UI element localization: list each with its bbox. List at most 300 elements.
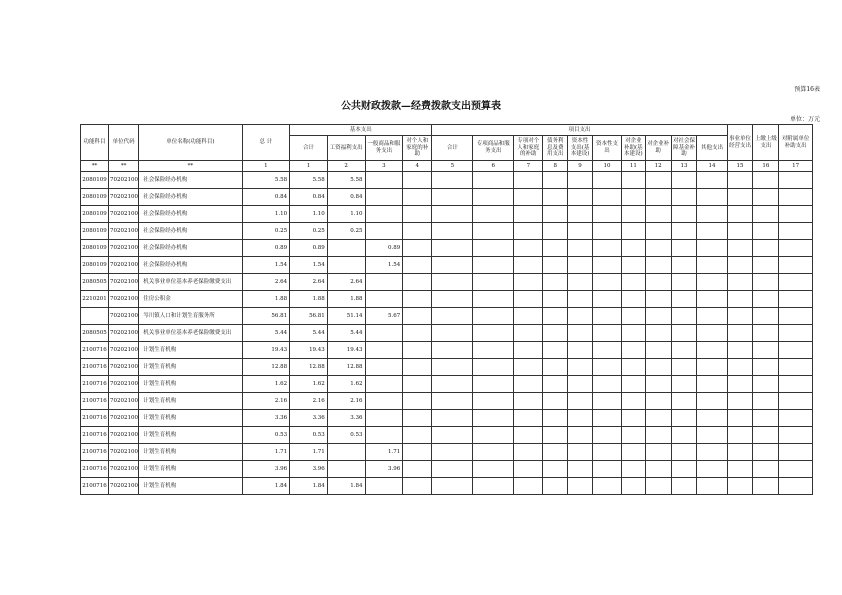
empty-cell [697,240,727,257]
empty-cell [779,291,813,308]
empty-cell [727,393,753,410]
empty-cell [671,308,697,325]
empty-cell [622,444,646,461]
col-basic-goods: 一般商品和服务支出 [365,136,403,161]
page-title: 公共财政拨款—经费拨款支出预算表 [341,101,501,112]
empty-cell [645,410,671,427]
unit-name-cell: 岑川镇人口和计划生育服务所 [139,308,242,325]
empty-cell [727,308,753,325]
empty-cell [622,223,646,240]
unit-code-cell: 70202100 [109,393,139,410]
empty-cell [543,206,568,223]
unit-code-cell: 70202100 [109,376,139,393]
unit-code-cell: 70202100 [109,257,139,274]
empty-cell [671,444,697,461]
empty-cell [514,461,543,478]
unit-name-cell: 计划生育机构 [139,359,242,376]
index-cell: 15 [727,161,753,172]
empty-cell [697,427,727,444]
empty-cell [779,206,813,223]
unit-name-cell: 计划生育机构 [139,478,242,495]
empty-cell [671,427,697,444]
col-business-expense: 事业单位经营支出 [727,125,753,161]
wage-cell: 0.84 [327,189,365,206]
goods-cell: 0.89 [365,240,403,257]
empty-cell [671,274,697,291]
col-unit-code: 单位代码 [109,125,139,161]
wage-cell: 1.88 [327,291,365,308]
empty-cell [727,376,753,393]
basic-sum-cell: 12.88 [290,359,328,376]
empty-cell [432,478,473,495]
wage-cell: 2.64 [327,274,365,291]
total-cell: 0.25 [242,223,289,240]
basic-sum-cell: 5.58 [290,172,328,189]
table-row [81,478,813,495]
empty-cell [514,274,543,291]
index-cell: 1 [242,161,289,172]
empty-cell [622,393,646,410]
empty-cell [473,393,514,410]
basic-sum-cell: 0.53 [290,427,328,444]
personal-cell [403,461,432,478]
empty-cell [779,444,813,461]
empty-cell [671,325,697,342]
empty-cell [432,427,473,444]
empty-cell [727,206,753,223]
goods-cell: 5.67 [365,308,403,325]
index-cell: 13 [671,161,697,172]
col-subject-code: 功能科目 [81,125,109,161]
empty-cell [543,189,568,206]
empty-cell [473,274,514,291]
unit-code-cell: 70202100 [109,325,139,342]
empty-cell [592,376,621,393]
personal-cell [403,291,432,308]
empty-cell [671,172,697,189]
col-project-capital: 资本性支出 [592,136,621,161]
personal-cell [403,342,432,359]
empty-cell [727,223,753,240]
personal-cell [403,308,432,325]
subject-code-cell: 2080505 [81,325,109,342]
empty-cell [645,189,671,206]
empty-cell [473,223,514,240]
personal-cell [403,325,432,342]
empty-cell [779,172,813,189]
empty-cell [432,240,473,257]
goods-cell [365,189,403,206]
index-cell: 17 [779,161,813,172]
empty-cell [473,308,514,325]
total-cell: 3.36 [242,410,289,427]
empty-cell [697,325,727,342]
empty-cell [779,274,813,291]
wage-cell: 3.36 [327,410,365,427]
subject-code-cell: 2100716 [81,461,109,478]
wage-cell: 0.53 [327,427,365,444]
empty-cell [697,189,727,206]
unit-name-cell: 计划生育机构 [139,376,242,393]
empty-cell [568,291,593,308]
total-cell: 12.88 [242,359,289,376]
empty-cell [727,240,753,257]
total-cell: 1.62 [242,376,289,393]
empty-cell [514,410,543,427]
empty-cell [727,172,753,189]
empty-cell [514,325,543,342]
empty-cell [473,410,514,427]
empty-cell [697,359,727,376]
empty-cell [671,393,697,410]
col-basic-personal: 对个人和家庭的补助 [403,136,432,161]
index-cell: 2 [327,161,365,172]
empty-cell [592,359,621,376]
unit-name-cell: 社会保险经办机构 [139,223,242,240]
basic-sum-cell: 1.54 [290,257,328,274]
empty-cell [432,206,473,223]
empty-cell [622,274,646,291]
unit-name-cell: 计划生育机构 [139,393,242,410]
empty-cell [514,172,543,189]
empty-cell [753,291,779,308]
empty-cell [543,223,568,240]
empty-cell [592,206,621,223]
col-project-capital-build: 资本性支出(基本建设) [568,136,593,161]
personal-cell [403,189,432,206]
empty-cell [697,376,727,393]
table-row [81,206,813,223]
empty-cell [753,257,779,274]
table-row [81,291,813,308]
subject-code-cell: 2100716 [81,478,109,495]
wage-cell: 1.84 [327,478,365,495]
empty-cell [473,376,514,393]
empty-cell [432,461,473,478]
empty-cell [622,359,646,376]
empty-cell [592,291,621,308]
table-row [81,172,813,189]
empty-cell [592,189,621,206]
goods-cell [365,410,403,427]
unit-code-cell: 70202100 [109,308,139,325]
wage-cell [327,461,365,478]
form-number: 预算16表 [794,86,820,93]
empty-cell [514,393,543,410]
empty-cell [514,444,543,461]
empty-cell [473,189,514,206]
empty-cell [568,410,593,427]
empty-cell [473,478,514,495]
empty-cell [473,444,514,461]
empty-cell [473,240,514,257]
empty-cell [432,291,473,308]
empty-cell [514,291,543,308]
unit-code-cell: 70202100 [109,240,139,257]
unit-label: 单位：万元 [789,116,820,123]
unit-name-cell: 机关事业单位基本养老保险缴费支出 [139,274,242,291]
col-project-goods: 专项商品和服务支出 [473,136,514,161]
empty-cell [432,393,473,410]
empty-cell [592,257,621,274]
empty-cell [622,478,646,495]
unit-code-cell: 70202100 [109,359,139,376]
empty-cell [779,308,813,325]
table-row [81,410,813,427]
empty-cell [514,240,543,257]
total-cell: 2.64 [242,274,289,291]
goods-cell [365,427,403,444]
index-cell: 7 [514,161,543,172]
empty-cell [727,461,753,478]
unit-code-cell: 70202100 [109,274,139,291]
goods-cell [365,223,403,240]
personal-cell [403,223,432,240]
empty-cell [473,325,514,342]
empty-cell [543,240,568,257]
empty-cell [543,172,568,189]
empty-cell [779,410,813,427]
unit-name-cell: 社会保险经办机构 [139,206,242,223]
unit-code-cell: 70202100 [109,223,139,240]
index-cell: 4 [403,161,432,172]
goods-cell [365,274,403,291]
table-row [81,189,813,206]
empty-cell [697,393,727,410]
index-row [81,161,813,172]
wage-cell [327,257,365,274]
empty-cell [671,410,697,427]
empty-cell [432,410,473,427]
empty-cell [568,325,593,342]
empty-cell [779,257,813,274]
empty-cell [622,410,646,427]
empty-cell [592,325,621,342]
empty-cell [727,359,753,376]
empty-cell [568,342,593,359]
goods-cell [365,393,403,410]
empty-cell [622,342,646,359]
personal-cell [403,478,432,495]
empty-cell [645,291,671,308]
goods-cell: 1.54 [365,257,403,274]
empty-cell [432,172,473,189]
index-cell: 8 [543,161,568,172]
empty-cell [671,478,697,495]
empty-cell [753,427,779,444]
empty-cell [671,342,697,359]
col-project-social: 对社会保障基金补助 [671,136,697,161]
empty-cell [432,342,473,359]
empty-cell [432,274,473,291]
unit-code-cell: 70202100 [109,189,139,206]
empty-cell [592,223,621,240]
empty-cell [753,308,779,325]
basic-sum-cell: 3.96 [290,461,328,478]
empty-cell [514,223,543,240]
table-row [81,325,813,342]
personal-cell [403,257,432,274]
total-cell: 19.43 [242,342,289,359]
unit-code-cell: 70202100 [109,342,139,359]
empty-cell [753,393,779,410]
unit-code-cell: 70202100 [109,444,139,461]
empty-cell [779,478,813,495]
unit-code-cell: 70202100 [109,206,139,223]
subject-code-cell: 2210201 [81,291,109,308]
table-row [81,257,813,274]
empty-cell [622,308,646,325]
empty-cell [592,427,621,444]
personal-cell [403,206,432,223]
unit-name-cell: 住房公积金 [139,291,242,308]
unit-name-cell: 社会保险经办机构 [139,172,242,189]
index-cell: ** [109,161,139,172]
empty-cell [543,461,568,478]
basic-sum-cell: 19.43 [290,342,328,359]
empty-cell [779,240,813,257]
empty-cell [779,376,813,393]
empty-cell [543,444,568,461]
col-project-enterprise: 对企业补助 [645,136,671,161]
wage-cell: 12.88 [327,359,365,376]
total-cell: 1.88 [242,291,289,308]
basic-sum-cell: 0.25 [290,223,328,240]
goods-cell: 1.71 [365,444,403,461]
empty-cell [473,172,514,189]
empty-cell [645,308,671,325]
total-cell: 1.10 [242,206,289,223]
index-cell: ** [139,161,242,172]
basic-sum-cell: 1.88 [290,291,328,308]
empty-cell [514,342,543,359]
empty-cell [779,461,813,478]
basic-sum-cell: 3.36 [290,410,328,427]
empty-cell [697,223,727,240]
total-cell: 0.89 [242,240,289,257]
index-cell: 12 [645,161,671,172]
wage-cell [327,444,365,461]
total-cell: 0.84 [242,189,289,206]
empty-cell [645,444,671,461]
subject-code-cell: 2100716 [81,342,109,359]
empty-cell [543,291,568,308]
index-cell: ** [81,161,109,172]
empty-cell [753,223,779,240]
empty-cell [568,223,593,240]
personal-cell [403,427,432,444]
empty-cell [592,478,621,495]
empty-cell [592,240,621,257]
col-project-other: 其他支出 [697,136,727,161]
empty-cell [727,257,753,274]
table-row [81,376,813,393]
empty-cell [779,325,813,342]
subject-code-cell: 2080109 [81,257,109,274]
total-cell: 3.96 [242,461,289,478]
empty-cell [779,223,813,240]
subject-code-cell: 2100716 [81,427,109,444]
unit-code-cell: 70202100 [109,291,139,308]
empty-cell [697,410,727,427]
col-project-sum: 合计 [432,136,473,161]
empty-cell [753,206,779,223]
col-project-enterprise-build: 对企业补助(基本建设) [622,136,646,161]
empty-cell [432,189,473,206]
empty-cell [473,257,514,274]
empty-cell [645,274,671,291]
wage-cell: 1.10 [327,206,365,223]
empty-cell [645,427,671,444]
total-cell: 56.81 [242,308,289,325]
col-total: 总 计 [242,125,289,161]
empty-cell [568,308,593,325]
table-row [81,461,813,478]
empty-cell [753,274,779,291]
empty-cell [473,342,514,359]
empty-cell [753,359,779,376]
empty-cell [645,342,671,359]
empty-cell [779,342,813,359]
empty-cell [592,342,621,359]
empty-cell [514,189,543,206]
col-basic-wage: 工资福利支出 [327,136,365,161]
empty-cell [432,257,473,274]
basic-sum-cell: 2.64 [290,274,328,291]
empty-cell [592,274,621,291]
empty-cell [671,359,697,376]
goods-cell [365,291,403,308]
wage-cell: 2.16 [327,393,365,410]
empty-cell [514,308,543,325]
wage-cell: 51.14 [327,308,365,325]
empty-cell [622,206,646,223]
empty-cell [645,393,671,410]
empty-cell [432,223,473,240]
index-cell: 14 [697,161,727,172]
empty-cell [568,189,593,206]
empty-cell [645,359,671,376]
index-cell: 10 [592,161,621,172]
empty-cell [727,427,753,444]
unit-name-cell: 计划生育机构 [139,427,242,444]
table-row [81,427,813,444]
empty-cell [671,291,697,308]
unit-code-cell: 70202100 [109,461,139,478]
empty-cell [671,189,697,206]
empty-cell [697,274,727,291]
empty-cell [697,461,727,478]
goods-cell [365,359,403,376]
empty-cell [779,359,813,376]
empty-cell [432,308,473,325]
subject-code-cell: 2100716 [81,410,109,427]
empty-cell [432,359,473,376]
col-subsidiary-subsidy: 对附属单位补助支出 [779,125,813,161]
empty-cell [645,376,671,393]
unit-name-cell: 社会保险经办机构 [139,189,242,206]
unit-name-cell: 社会保险经办机构 [139,257,242,274]
basic-sum-cell: 5.44 [290,325,328,342]
empty-cell [727,325,753,342]
basic-sum-cell: 1.71 [290,444,328,461]
empty-cell [727,444,753,461]
index-cell: 1 [290,161,328,172]
basic-sum-cell: 0.84 [290,189,328,206]
empty-cell [753,342,779,359]
table-row [81,308,813,325]
empty-cell [514,257,543,274]
